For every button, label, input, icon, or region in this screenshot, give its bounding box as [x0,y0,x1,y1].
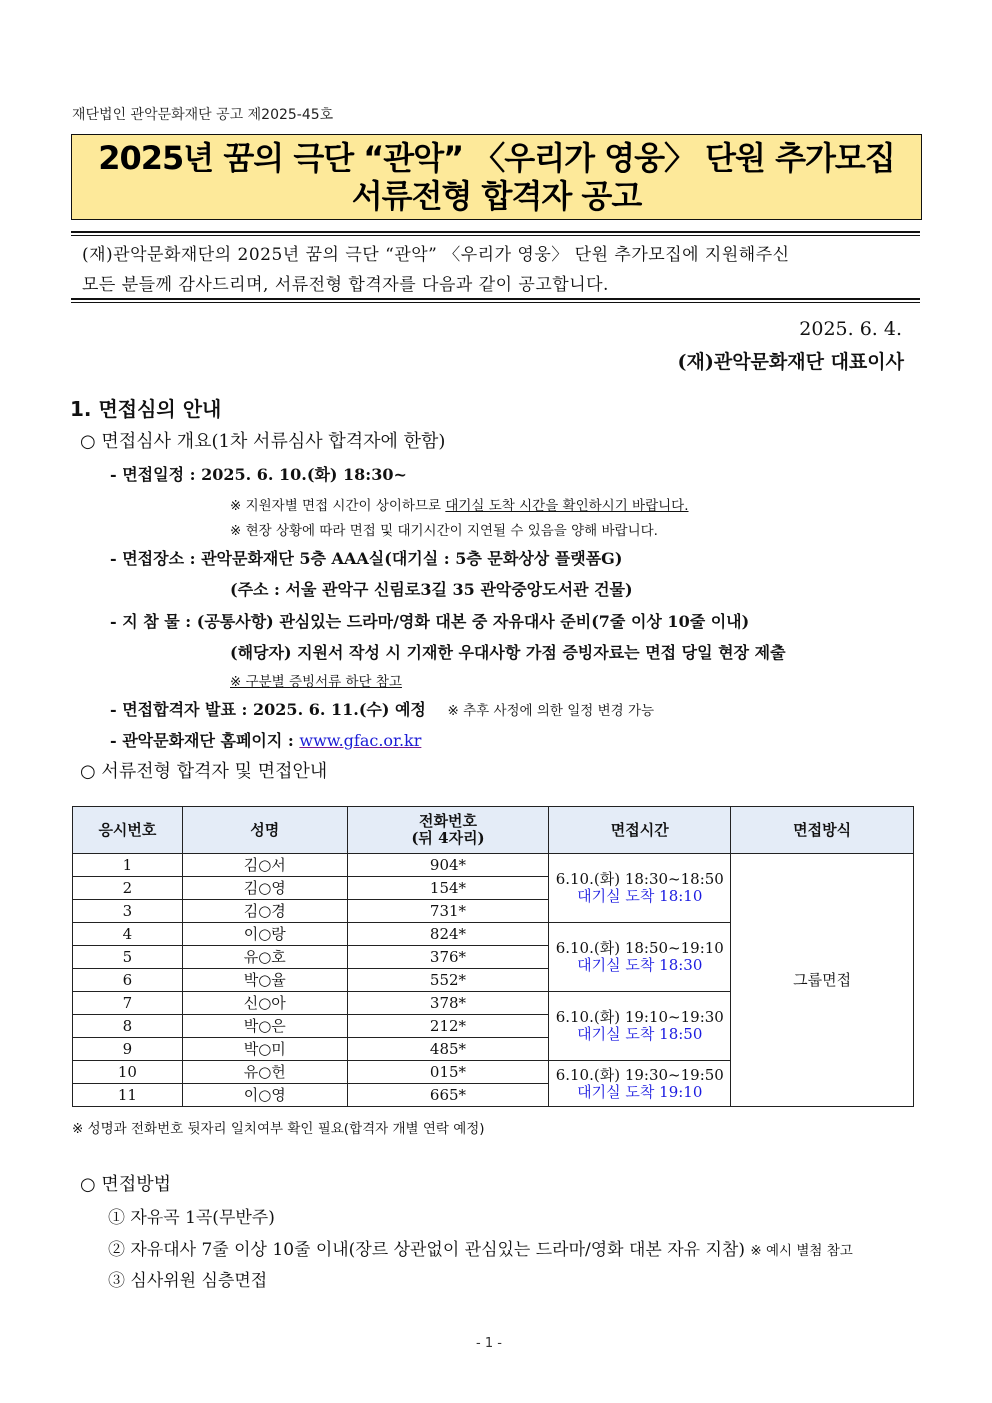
method-item-1: ① 자유곡 1곡(무반주) [108,1208,275,1228]
schedule-value: 2025. 6. 10.(화) 18:30~ [201,465,407,484]
header-exam-no: 응시번호 [73,807,183,854]
items-applicable: (해당자) 지원서 작성 시 기재한 우대사항 가점 증빙자료는 면접 당일 현장 제출 [230,643,786,662]
header-method: 면접방식 [731,807,914,854]
place-label: - 면접장소 : [110,549,202,568]
schedule-note-2: ※ 현장 상황에 따라 면접 및 대기시간이 지연될 수 있음을 양해 바랍니다. [230,523,658,539]
items-line [110,609,749,632]
table-row: 7 신○아 378* 6.10.(화) 19:10~19:30 대기실 도착 18:50 [73,992,914,1015]
section-heading: 1. 면접심의 안내 [70,397,222,421]
title-box [71,134,922,220]
time-slot-4: 6.10.(화) 19:30~19:50 대기실 도착 19:10 [549,1061,731,1107]
method-item-3: ③ 심사위원 심층면접 [108,1271,268,1291]
results-table [72,806,914,1107]
table-row: 8 박○은 212* [73,1015,914,1038]
table-row: 6 박○율 552* [73,969,914,992]
place-line [110,546,622,569]
interview-method: 그룹면접 [731,854,914,1107]
title-line-2: 서류전형 합격자 공고 [351,177,642,215]
table-row: 9 박○미 485* [73,1038,914,1061]
place-value: 관악문화재단 5층 AAA실(대기실 : 5층 문화상상 플랫폼G) [201,549,623,568]
page-number: - 1 - [476,1336,502,1351]
method-bullet: ○ 면접방법 [80,1174,171,1195]
result-label: - 면접합격자 발표 : [110,700,254,719]
results-bullet: ○ 서류전형 합격자 및 면접안내 [80,761,328,782]
result-value: 2025. 6. 11.(수) 예정 [253,700,426,719]
items-label: - 지 참 물 : [110,612,197,631]
items-note: ※ 구분별 증빙서류 하단 참고 [230,674,402,690]
table-row: 2 김○영 154* [73,877,914,900]
table-row: 3 김○경 731* [73,900,914,923]
homepage-line [110,728,421,751]
signature-org: (재)관악문화재단 대표이사 [677,351,904,373]
table-header-row [73,807,914,854]
divider-bottom [71,298,920,303]
intro-paragraph [82,240,790,300]
homepage-label: - 관악문화재단 홈페이지 : [110,731,300,750]
intro-line-2: 모든 분들께 감사드리며, 서류전형 합격자를 다음과 같이 공고합니다. [82,275,609,295]
table-row: 5 유○호 376* [73,946,914,969]
time-slot-3: 6.10.(화) 19:10~19:30 대기실 도착 18:50 [549,992,731,1061]
table-row: 10 유○헌 015* 6.10.(화) 19:30~19:50 대기실 도착 19:10 [73,1061,914,1084]
header-phone: 전화번호 (뒤 4자리) [347,807,549,854]
result-line [110,697,654,720]
header-name: 성명 [182,807,347,854]
schedule-note-1: ※ 지원자별 면접 시간이 상이하므로 대기실 도착 시간을 확인하시기 바랍니다. [230,498,689,514]
method-item-2-note: ※ 예시 별첨 참고 [750,1243,853,1259]
arrival-time-notice: 대기실 도착 시간을 확인하시기 바랍니다. [445,498,689,514]
notice-number: 재단법인 관악문화재단 공고 제2025-45호 [72,107,334,123]
method-item-2: ② 자유대사 7줄 이상 10줄 이내(장르 상관없이 관심있는 드라마/영화 대본 자유 지참) ※ 예시 별첨 참고 [108,1240,853,1260]
time-slot-1: 6.10.(화) 18:30~18:50 대기실 도착 18:10 [549,854,731,923]
homepage-link[interactable]: www.gfac.or.kr [299,731,422,750]
schedule-label: - 면접일정 : [110,465,202,484]
schedule-line [110,462,407,485]
title-line-1: 2025년 꿈의 극단 “관악” 〈우리가 영웅〉 단원 추가모집 [98,139,895,177]
time-slot-2: 6.10.(화) 18:50~19:10 대기실 도착 18:30 [549,923,731,992]
table-footnote: ※ 성명과 전화번호 뒷자리 일치여부 확인 필요(합격자 개별 연락 예정) [72,1121,485,1137]
table-row: 1 김○서 904* 6.10.(화) 18:30~18:50 대기실 도착 18:10 그룹면접 [73,854,914,877]
header-time: 면접시간 [549,807,731,854]
divider-top [71,231,920,236]
notice-date: 2025. 6. 4. [799,318,902,340]
items-common: (공통사항) 관심있는 드라마/영화 대본 중 자유대사 준비(7줄 이상 10줄 이내) [196,612,750,631]
intro-line-1: (재)관악문화재단의 2025년 꿈의 극단 “관악” 〈우리가 영웅〉 단원 추가모집에 지원해주신 [82,245,790,265]
table-row: 11 이○영 665* [73,1084,914,1107]
overview-bullet: ○ 면접심사 개요(1차 서류심사 합격자에 한함) [80,431,446,452]
address-line: (주소 : 서울 관악구 신림로3길 35 관악중앙도서관 건물) [230,580,633,599]
table-row: 4 이○랑 824* 6.10.(화) 18:50~19:10 대기실 도착 18:30 [73,923,914,946]
result-note: ※ 추후 사정에 의한 일정 변경 가능 [447,703,655,719]
